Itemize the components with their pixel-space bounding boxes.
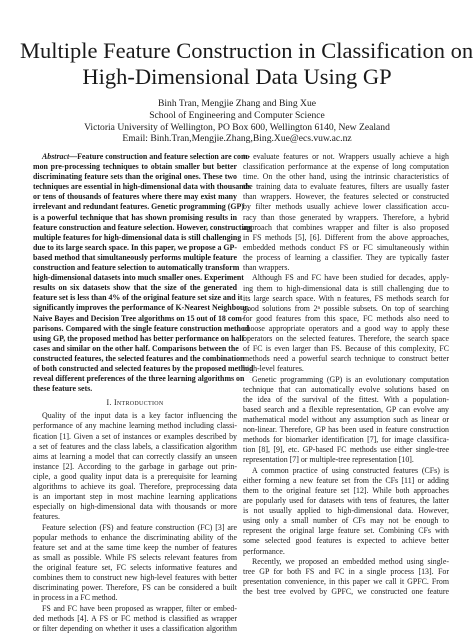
text-line: discriminating power. Therefore, FS can be considered a built <box>33 583 237 593</box>
abstract-line: feature construction and feature selection. However, constructing <box>33 222 253 232</box>
text-line: the training data to evaluate features, filters are usually faster <box>243 182 449 192</box>
abstract-line: feature set is less than 4% of the original feature set size and it <box>33 293 243 303</box>
text-line: of FC is even larger than FS. Because of this complexity, FC <box>243 344 449 354</box>
text-line: a set of features and the class labels, a classification algorithm <box>33 441 237 451</box>
text-line: choose appropriate operators and a good way to apply these <box>243 323 449 333</box>
text-line: FS and FC have been proposed as wrapper, filter or embed- <box>42 603 237 613</box>
text-line: methods for biomarker identification [7], for image classifica- <box>243 435 449 445</box>
intro-paragraph-2 <box>33 523 237 604</box>
text-line: tion [8], [9], etc. GP-based FC methods use either single-tree <box>243 445 449 455</box>
text-line: or filter depending on whether it uses a classification algorithm <box>33 623 237 633</box>
text-line: popular methods to enhance the discriminating ability of the <box>33 532 237 542</box>
text-line: combines them to construct new high-level features with better <box>33 573 237 583</box>
abstract <box>33 152 254 394</box>
text-line: methods need a powerful search technique to construct better <box>243 354 449 364</box>
text-line: ing them to high-dimensional data is still challenging due to <box>243 283 449 293</box>
abstract-line: due to its large search space. In this paper, we propose a GP- <box>33 242 237 252</box>
abstract-line: techniques are essential in high-dimensional data with thousands <box>33 182 251 192</box>
text-line: than wrappers. <box>243 263 290 273</box>
text-line: ded methods [4]. A FS or FC method is classified as wrapper <box>33 613 237 623</box>
author-email: Email: Binh.Tran,Mengjie.Zhang,Bing.Xue@ecs.vuw.ac.nz <box>122 133 352 145</box>
abstract-line: mon pre-processing techniques to obtain smaller but better <box>33 162 237 172</box>
abstract-line: parisons. Compared with the single feature construction method <box>33 323 250 333</box>
text-line: mathematical model without any assumption such as linear or <box>243 415 449 425</box>
abstract-line: high-dimensional datasets into much smaller ones. Experiment <box>33 273 244 283</box>
text-line: non-linear. Therefore, GP has been used in feature construction <box>243 425 449 435</box>
title-line-1: Multiple Feature Construction in Classification on <box>20 38 474 63</box>
body-paragraph-4 <box>243 466 449 557</box>
text-line: the process of learning a classifier. They are typically faster <box>243 252 449 262</box>
abstract-line: irrelevant and redundant features. Genetic programming (GP) <box>33 202 244 212</box>
body-paragraph-5 <box>243 557 449 597</box>
affiliation-university: Victoria University of Wellington, PO Box 600, Wellington 6140, New Zealand <box>84 121 390 133</box>
abstract-line: constructed features, the selected features and the combination <box>33 353 245 363</box>
text-line: for good features from this space, FC methods also need to <box>243 313 449 323</box>
text-line: Quality of the input data is a key factor influencing the <box>42 411 237 421</box>
author-block <box>20 98 454 145</box>
text-line: than wrappers. However, the features selected or constructed <box>243 192 449 202</box>
text-line: operators on the selected features. Therefore, the search space <box>243 333 449 343</box>
text-line: tree GP for both FS and FC in a single process [13]. For <box>243 567 449 577</box>
intro-paragraph-1 <box>33 411 237 522</box>
abstract-line: construction and feature selection to automatically transform <box>33 263 240 273</box>
text-line: in process in a FC method. <box>33 593 118 603</box>
text-line: instance [2]. According to the garbage in garbage out prin- <box>33 461 237 471</box>
text-line: A common practice of using constructed features (CFs) is <box>252 465 449 475</box>
abstract-text: —Feature construction and feature selection are com- <box>69 152 251 161</box>
text-line: the original feature set, FC selects informative features and <box>33 563 237 573</box>
text-line: either forming a new feature set from the CFs [11] or adding <box>243 475 449 485</box>
abstract-line: these feature sets. <box>33 384 93 394</box>
text-line: ciple, a good quality input data is a prerequisite for learning <box>33 471 237 481</box>
text-line: are popularly used for datasets with tens of features, the latter <box>243 496 449 506</box>
text-line: embedded methods conduct FS or FC simultaneously within <box>243 242 449 252</box>
text-line: performance. <box>243 546 285 556</box>
text-line: time. On the other hand, using the intrinsic characteristics of <box>243 172 449 182</box>
abstract-line: of both constructed and selected features by the proposed method <box>33 363 254 373</box>
body-paragraph-2 <box>243 273 449 374</box>
intro-paragraph-3 <box>33 604 237 634</box>
text-line: good solutions from 2ⁿ possible subsets. On top of searching <box>243 303 449 313</box>
abstract-line: cases and similar on the other half. Comparisons between the <box>33 343 239 353</box>
abstract-line <box>33 152 251 162</box>
text-line: classification performance at the expense of long computation <box>243 162 449 172</box>
text-line: Feature selection (FS) and feature construction (FC) [3] are <box>42 522 237 532</box>
text-line: fication [1]. Given a set of instances or examples described by <box>33 431 237 441</box>
abstract-line: is a powerful technique that has shown promising results in <box>33 212 237 222</box>
text-line: to evaluate features or not. Wrappers usually achieve a high <box>243 152 449 161</box>
text-line: as small as possible. While FS selects relevant features from <box>33 552 237 562</box>
text-line: high-level features. <box>243 364 304 374</box>
text-line: aims at learning a model that can correctly classify an unseen <box>33 451 237 461</box>
text-line: based search and a flexible representation, GP can evolve any <box>243 404 449 414</box>
text-line: is an important step in most machine learning applications <box>33 492 237 502</box>
abstract-line: results on six datasets show that the size of the generated <box>33 283 237 293</box>
text-line: is not usually applied to high-dimensional data. However, <box>243 506 449 516</box>
text-line: technique that can automatically evolve solutions based on <box>243 384 449 394</box>
paper-title <box>20 38 474 90</box>
text-line: by filter methods usually achieve lower classification accu- <box>243 202 449 212</box>
text-line: Recently, we proposed an embedded method using single- <box>252 556 449 566</box>
text-line: them to the original feature set [12]. While both approaches <box>243 485 449 495</box>
abstract-line: using GP, the proposed method has better performance on half <box>33 333 245 343</box>
body-paragraph-1 <box>243 152 449 273</box>
left-column <box>33 152 254 634</box>
abstract-line: multiple features for high-dimensional data is still challenging <box>33 232 242 242</box>
section-heading-introduction: I. Introduction <box>106 398 164 408</box>
body-paragraph-3 <box>243 375 449 466</box>
text-line: performance of any machine learning method including classi- <box>33 421 237 431</box>
text-line: represent the original large feature set. Combining CFs with <box>243 526 449 536</box>
text-line: presentation convenience, in this paper we call it GPFC. From <box>243 577 449 587</box>
text-line: features. <box>33 512 60 522</box>
abstract-line: Naive Bayes and Decision Tree algorithms on 15 out of 18 com- <box>33 313 245 323</box>
author-names: Binh Tran, Mengjie Zhang and Bing Xue <box>157 98 317 109</box>
text-line: the idea of the survival of the fittest. With a population- <box>243 394 449 404</box>
text-line: representation [7] or multiple-tree representation [10]. <box>243 455 414 465</box>
text-line: the best tree evolved by GPFC, we constructed one feature <box>243 587 449 597</box>
abstract-line: or tens of thousands of features where there may exist many <box>33 192 237 202</box>
affiliation-school: School of Engineering and Computer Science <box>149 109 325 121</box>
abstract-label: Abstract <box>42 152 70 161</box>
text-line: especially on high-dimensional data with thousands or more <box>33 502 237 512</box>
right-column <box>243 152 449 598</box>
abstract-line: discriminating feature sets than the original ones. These two <box>33 172 237 182</box>
text-line: some selected good features is expected to achieve better <box>243 536 449 546</box>
text-line: Genetic programming (GP) is an evolutionary computation <box>252 374 449 384</box>
text-line: in FS methods [5], [6]. Different from the above approaches, <box>243 232 449 242</box>
text-line: Although FS and FC have been studied for decades, apply- <box>252 273 449 283</box>
abstract-line: significantly improves the performance of K-Nearest Neighbour, <box>33 303 250 313</box>
abstract-line: based method that simultaneously performs multiple feature <box>33 252 237 262</box>
text-line: approach that combines wrapper and filter is also proposed <box>243 222 449 232</box>
abstract-line: reveal different preferences of the three learning algorithms on <box>33 374 245 384</box>
text-line: racy than those generated by wrappers. Therefore, a hybrid <box>243 212 449 222</box>
text-line: algorithms to achieve its goal. Therefore, preprocessing data <box>33 482 237 491</box>
title-line-2: High-Dimensional Data Using GP <box>82 64 392 89</box>
text-line: using only a small number of CFs may not be enough to <box>243 516 449 526</box>
text-line: its large search space. With n features, FS methods search for <box>243 293 449 303</box>
text-line: feature set and at the same time keep the number of features <box>33 542 237 552</box>
